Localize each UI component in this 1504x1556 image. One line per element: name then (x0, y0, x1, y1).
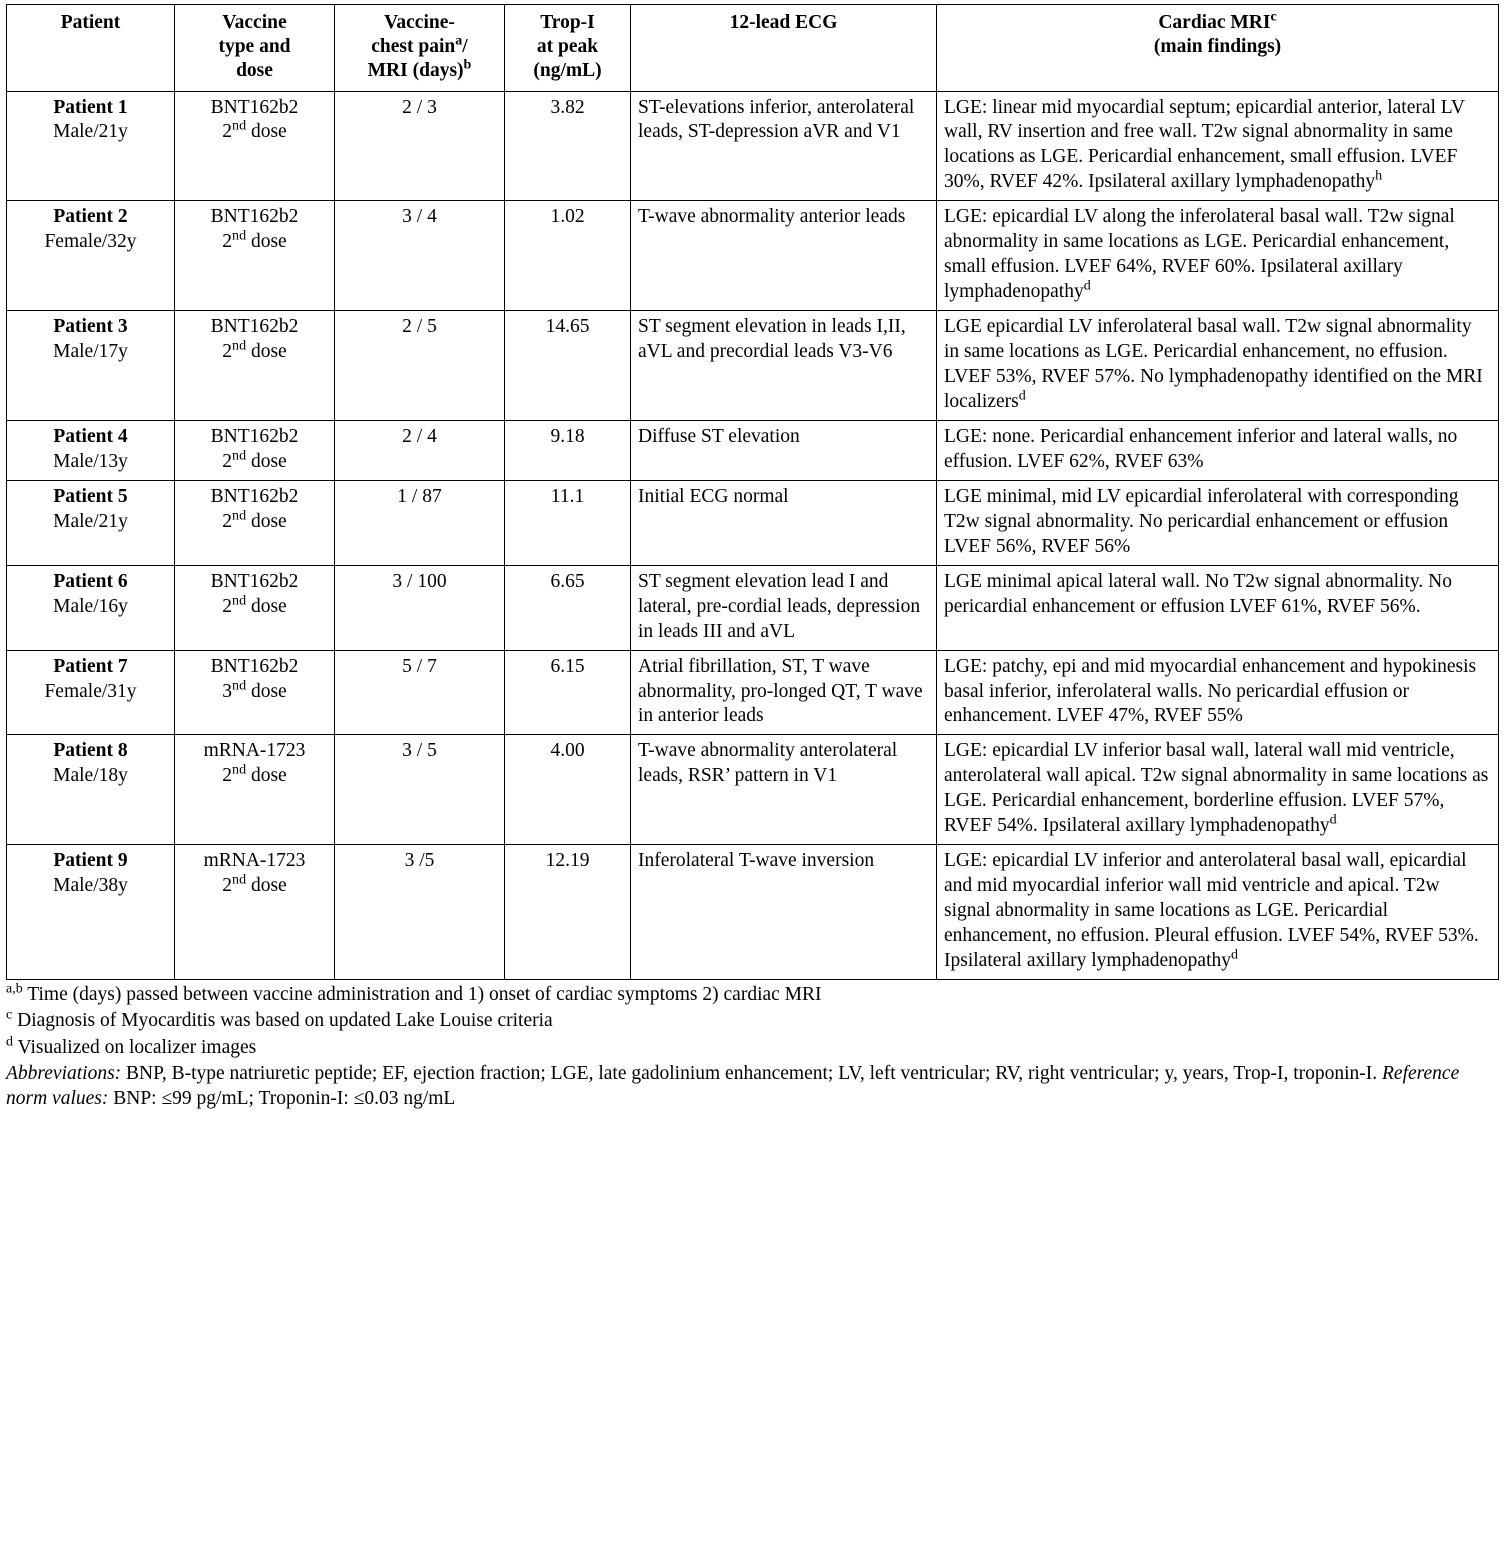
mri-text: LGE minimal apical lateral wall. No T2w signal abnormality. No pericardial enhancement or effusion LVEF 61%, RVEF 56%. (944, 570, 1452, 617)
cell-days: 1 / 87 (335, 480, 505, 565)
cell-ecg: Inferolateral T-wave inversion (631, 845, 937, 980)
cell-days: 2 / 5 (335, 311, 505, 421)
cell-days: 2 / 3 (335, 91, 505, 201)
patient-name: Patient 1 (53, 96, 128, 118)
patient-demographics: Male/21y (53, 121, 128, 143)
patient-demographics: Male/17y (53, 341, 128, 363)
cell-days: 3 / 4 (335, 201, 505, 311)
vaccine-dose-ordinal: nd (232, 337, 247, 354)
column-header-vaccine (175, 5, 335, 92)
footnote-mark-c: c (6, 1006, 13, 1023)
footnote-mark-ab: a,b (6, 980, 23, 997)
patient-demographics: Female/31y (44, 680, 137, 702)
table-row (7, 650, 1499, 735)
patient-name: Patient 4 (53, 425, 128, 447)
cell-troponin: 11.1 (505, 480, 631, 565)
vaccine-type: BNT162b2 (210, 655, 299, 677)
vaccine-dose-number: 2 (222, 121, 233, 143)
header-line-2: type and (218, 36, 291, 58)
cell-days: 5 / 7 (335, 650, 505, 735)
header-line-2: chest pain (371, 36, 456, 58)
patient-name: Patient 2 (53, 206, 128, 228)
table-row (7, 91, 1499, 201)
patient-name: Patient 7 (53, 655, 128, 677)
vaccine-dose-number: 3 (222, 680, 233, 702)
vaccine-dose-ordinal: nd (232, 117, 247, 134)
mri-text: LGE minimal, mid LV epicardial inferolateral with corresponding T2w signal abnormality. No pericardial enhancement or effusion LVEF 56%, RVEF 56% (944, 485, 1459, 557)
cell-troponin: 1.02 (505, 201, 631, 311)
vaccine-dose-tail: dose (246, 765, 287, 787)
cell-patient (7, 420, 175, 480)
vaccine-type: BNT162b2 (210, 485, 299, 507)
vaccine-dose-tail: dose (246, 450, 287, 472)
vaccine-dose (182, 507, 327, 535)
header-footnote-mark-a: a (455, 32, 463, 49)
vaccine-dose (182, 447, 327, 475)
vaccine-type: mRNA-1723 (203, 740, 306, 762)
patient-name: Patient 5 (53, 485, 128, 507)
vaccine-dose-number: 2 (222, 765, 233, 787)
mri-text: LGE: epicardial LV along the inferolateral basal wall. T2w signal abnormality in same locations as LGE. Pericardial enhancement, small effusion. LVEF 64%, RVEF 60%. Ipsilateral axillary lymphadenopathy (944, 206, 1455, 303)
cell-troponin: 6.65 (505, 565, 631, 650)
vaccine-dose-ordinal: nd (232, 227, 247, 244)
footnote-d (6, 1035, 1498, 1060)
table-header (7, 5, 1499, 92)
vaccine-dose (182, 592, 327, 620)
cell-patient (7, 735, 175, 845)
abbreviations-text: BNP, B-type natriuretic peptide; EF, ejection fraction; LGE, late gadolinium enhancement; LV, left ventricular; RV, right ventricular; y, years, Trop-I, troponin-I. (121, 1063, 1383, 1085)
cell-troponin: 4.00 (505, 735, 631, 845)
mri-footnote-mark: d (1231, 946, 1239, 963)
vaccine-dose-number: 2 (222, 510, 233, 532)
header-footnote-mark-b: b (463, 56, 472, 73)
cell-vaccine (175, 311, 335, 421)
patient-demographics: Male/13y (53, 450, 128, 472)
cell-mri (937, 845, 1499, 980)
vaccine-dose-tail: dose (246, 231, 287, 253)
vaccine-dose-number: 2 (222, 875, 233, 897)
cell-troponin: 3.82 (505, 91, 631, 201)
mri-footnote-mark: h (1375, 167, 1383, 184)
abbreviations-label: Abbreviations: (6, 1063, 122, 1085)
patient-findings-table (6, 4, 1499, 980)
cell-patient (7, 565, 175, 650)
cell-days: 3 /5 (335, 845, 505, 980)
vaccine-dose-ordinal: nd (232, 592, 247, 609)
vaccine-dose-tail: dose (246, 510, 287, 532)
cell-troponin: 12.19 (505, 845, 631, 980)
cell-patient (7, 311, 175, 421)
vaccine-dose-ordinal: nd (232, 447, 247, 464)
cell-ecg: Initial ECG normal (631, 480, 937, 565)
mri-text: LGE: patchy, epi and mid myocardial enhancement and hypokinesis basal inferior, inferolateral walls. No pericardial effusion or enhancement. LVEF 47%, RVEF 55% (944, 655, 1477, 727)
cell-vaccine (175, 201, 335, 311)
table-row (7, 845, 1499, 980)
cell-vaccine (175, 735, 335, 845)
vaccine-dose-ordinal: nd (232, 507, 247, 524)
cell-days: 3 / 100 (335, 565, 505, 650)
cell-ecg: Diffuse ST elevation (631, 420, 937, 480)
header-row (7, 5, 1499, 92)
cell-mri (937, 91, 1499, 201)
cell-troponin: 9.18 (505, 420, 631, 480)
header-line-1: 12-lead ECG (729, 12, 838, 33)
cell-mri (937, 735, 1499, 845)
cell-days: 2 / 4 (335, 420, 505, 480)
header-line-1: Vaccine- (384, 12, 455, 33)
header-line-2-tail: / (462, 36, 468, 58)
vaccine-dose (182, 677, 327, 705)
header-line-2: at peak (536, 36, 599, 58)
vaccine-type: BNT162b2 (210, 96, 299, 118)
header-footnote-mark-c: c (1270, 8, 1277, 25)
vaccine-dose-number: 2 (222, 595, 233, 617)
mri-text: LGE: linear mid myocardial septum; epicardial anterior, lateral LV wall, RV insertion and free wall. T2w signal abnormality in same locations as LGE. Pericardial enhancement, small effusion. LVEF 30%, RVEF 42%. Ipsilateral axillary lymphadenopathy (944, 96, 1465, 193)
patient-demographics: Male/18y (53, 765, 128, 787)
cell-ecg: T-wave abnormality anterolateral leads, RSR’ pattern in V1 (631, 735, 937, 845)
cell-vaccine (175, 91, 335, 201)
vaccine-dose-tail: dose (246, 595, 287, 617)
table-row (7, 420, 1499, 480)
cell-vaccine (175, 565, 335, 650)
mri-text: LGE: epicardial LV inferior and anterolateral basal wall, epicardial and mid myocardial inferior wall mid ventricle and apical. T2w signal abnormality in same locations as LGE. Pericardial enhancement, no effusion. Pleural effusion. LVEF 54%, RVEF 53%. Ipsilateral axillary lymphadenopathy (944, 850, 1479, 972)
footnote-c (6, 1008, 1498, 1033)
column-header-trop (505, 5, 631, 92)
cell-troponin: 6.15 (505, 650, 631, 735)
cell-vaccine (175, 420, 335, 480)
cell-patient (7, 201, 175, 311)
cell-patient (7, 480, 175, 565)
vaccine-dose-tail: dose (246, 875, 287, 897)
cell-mri (937, 650, 1499, 735)
vaccine-type: BNT162b2 (210, 570, 299, 592)
table-body (7, 91, 1499, 980)
footnote-text-d: Visualized on localizer images (13, 1036, 257, 1058)
header-line-2: (main findings) (1153, 36, 1282, 58)
cell-ecg: ST-elevations inferior, anterolateral leads, ST-depression aVR and V1 (631, 91, 937, 201)
patient-demographics: Female/32y (44, 231, 137, 253)
cell-vaccine (175, 480, 335, 565)
cell-vaccine (175, 845, 335, 980)
vaccine-dose-number: 2 (222, 231, 233, 253)
vaccine-dose-ordinal: nd (232, 871, 247, 888)
cell-patient (7, 91, 175, 201)
patient-name: Patient 9 (53, 850, 128, 872)
vaccine-dose (182, 227, 327, 255)
header-line-1: Cardiac MRI (1158, 12, 1271, 33)
patient-name: Patient 6 (53, 570, 128, 592)
table-row (7, 311, 1499, 421)
vaccine-type: BNT162b2 (210, 206, 299, 228)
vaccine-dose-number: 2 (222, 341, 233, 363)
header-line-1: Vaccine (222, 12, 287, 33)
vaccine-dose (182, 761, 327, 789)
vaccine-dose-tail: dose (246, 121, 287, 143)
mri-text: LGE: none. Pericardial enhancement inferior and lateral walls, no effusion. LVEF 62%, RVEF 63% (944, 425, 1458, 472)
mri-text: LGE: epicardial LV inferior basal wall, lateral wall mid ventricle, anterolateral wall apical. T2w signal abnormality in same locations as LGE. Pericardial enhancement, borderline effusion. LVEF 57%, RVEF 54%. Ipsilateral axillary lymphadenopathy (944, 740, 1489, 837)
vaccine-dose-tail: dose (246, 680, 287, 702)
footnote-text-c: Diagnosis of Myocarditis was based on updated Lake Louise criteria (12, 1010, 553, 1032)
vaccine-dose-number: 2 (222, 450, 233, 472)
patient-name: Patient 3 (53, 316, 128, 338)
column-header-ecg (631, 5, 937, 92)
reference-norms-text: BNP: ≤99 pg/mL; Troponin-I: ≤0.03 ng/mL (108, 1088, 456, 1110)
cell-patient (7, 845, 175, 980)
header-line-3: (ng/mL) (533, 60, 602, 82)
cell-ecg: ST segment elevation in leads I,II, aVL and precordial leads V3-V6 (631, 311, 937, 421)
vaccine-dose (182, 117, 327, 145)
cell-ecg: T-wave abnormality anterior leads (631, 201, 937, 311)
footnote-mark-d: d (6, 1033, 14, 1050)
reference-norms-label: Reference norm values: (6, 1063, 1460, 1110)
header-line-1: Trop-I (540, 12, 595, 33)
vaccine-dose-ordinal: nd (232, 677, 247, 694)
cell-troponin: 14.65 (505, 311, 631, 421)
vaccine-type: BNT162b2 (210, 316, 299, 338)
footnote-abbreviations (6, 1061, 1498, 1112)
vaccine-dose (182, 871, 327, 899)
cell-mri (937, 311, 1499, 421)
cell-mri (937, 565, 1499, 650)
column-header-mri (937, 5, 1499, 92)
cell-ecg: Atrial fibrillation, ST, T wave abnormality, pro-longed QT, T wave in anterior leads (631, 650, 937, 735)
table-footnotes (6, 982, 1498, 1112)
cell-mri (937, 201, 1499, 311)
cell-patient (7, 650, 175, 735)
table-row (7, 565, 1499, 650)
vaccine-dose-tail: dose (246, 341, 287, 363)
cell-vaccine (175, 650, 335, 735)
cell-days: 3 / 5 (335, 735, 505, 845)
footnote-text-ab: Time (days) passed between vaccine administration and 1) onset of cardiac symptoms 2) cardiac MRI (22, 984, 822, 1006)
patient-demographics: Male/16y (53, 595, 128, 617)
patient-demographics: Male/38y (53, 875, 128, 897)
mri-footnote-mark: d (1329, 811, 1337, 828)
patient-demographics: Male/21y (53, 510, 128, 532)
mri-text: LGE epicardial LV inferolateral basal wall. T2w signal abnormality in same locations as LGE. Pericardial enhancement, no effusion. LVEF 53%, RVEF 57%. No lymphadenopathy identified on the MRI localizers (944, 316, 1483, 412)
vaccine-dose (182, 337, 327, 365)
header-line-1: Patient (60, 12, 121, 33)
mri-footnote-mark: d (1018, 387, 1026, 404)
header-line-3: MRI (days) (367, 60, 464, 82)
patient-name: Patient 8 (53, 740, 128, 762)
vaccine-type: mRNA-1723 (203, 850, 306, 872)
table-row (7, 735, 1499, 845)
vaccine-type: BNT162b2 (210, 425, 299, 447)
cell-mri (937, 420, 1499, 480)
column-header-patient (7, 5, 175, 92)
table-row (7, 201, 1499, 311)
header-line-3: dose (236, 60, 273, 82)
mri-footnote-mark: d (1083, 277, 1091, 294)
vaccine-dose-ordinal: nd (232, 761, 247, 778)
cell-ecg: ST segment elevation lead I and lateral, pre-cordial leads, depression in leads III and aVL (631, 565, 937, 650)
table-row (7, 480, 1499, 565)
cell-mri (937, 480, 1499, 565)
column-header-days (335, 5, 505, 92)
footnote-ab (6, 982, 1498, 1007)
